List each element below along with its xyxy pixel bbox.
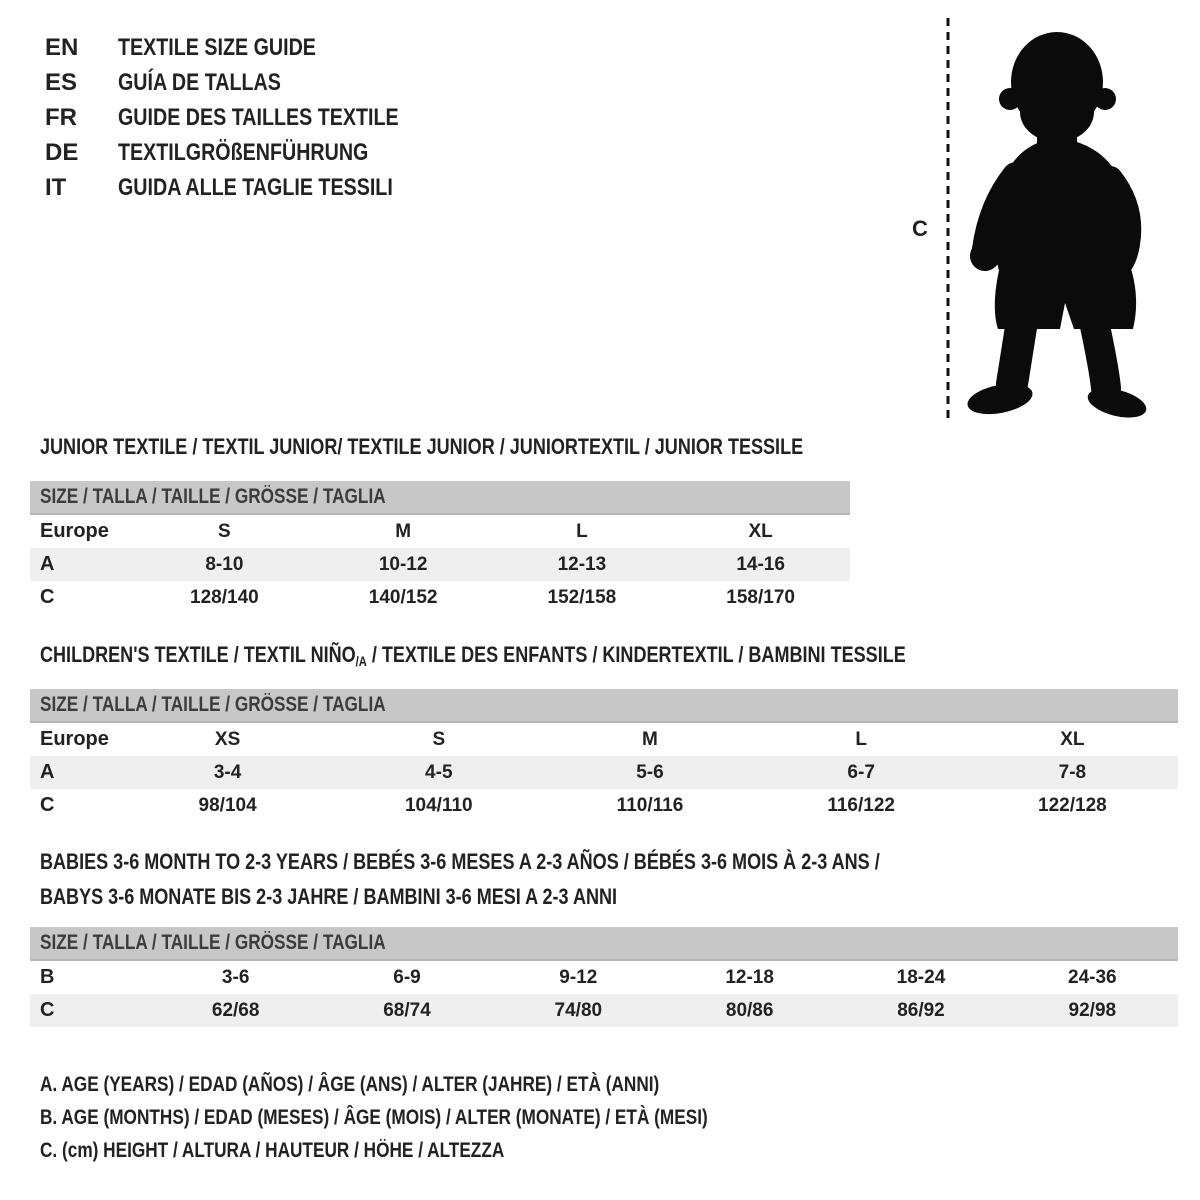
language-code: FR (45, 104, 77, 131)
children-title-sub: /A (355, 654, 367, 669)
size-value-cell: 122/128 (1038, 794, 1107, 816)
size-value-cell: 98/104 (198, 794, 257, 816)
guide-title-en: TEXTILE SIZE GUIDE (118, 34, 316, 61)
size-value-cell: 9-12 (559, 966, 598, 988)
legend-line-b: B. AGE (MONTHS) / EDAD (MESES) / ÂGE (MOIS) / ALTER (MONATE) / ETÀ (MESI) (40, 1106, 708, 1129)
size-value-cell: 6-7 (847, 761, 875, 783)
language-code: ES (45, 69, 78, 96)
size-value-cell: 158/170 (726, 586, 795, 608)
table-row-europe (30, 514, 850, 548)
guide-title-de: TEXTILGRÖßENFÜHRUNG (118, 139, 369, 166)
row-label-cell: C (40, 586, 55, 608)
size-value-cell: 152/158 (547, 586, 617, 608)
row-label-cell: Europe (40, 728, 109, 750)
size-value-cell: 104/110 (404, 794, 473, 816)
size-header-row (30, 481, 850, 514)
size-value-cell: 5-6 (636, 761, 664, 783)
size-header-row (30, 689, 1178, 722)
table-row-height (30, 994, 1178, 1027)
size-value-cell: 24-36 (1068, 966, 1117, 988)
size-value-cell: 3-6 (221, 966, 250, 988)
size-value-cell: 110/116 (616, 794, 684, 816)
size-value-cell: 92/98 (1068, 999, 1117, 1021)
row-label-cell: C (40, 999, 55, 1021)
row-label-cell: B (40, 966, 55, 988)
language-row-fr (45, 100, 460, 135)
language-code: EN (45, 34, 79, 61)
toddler-silhouette-icon (964, 16, 1160, 422)
size-value-cell: L (855, 728, 867, 750)
babies-section-title-line1: BABIES 3-6 MONTH TO 2-3 YEARS / BEBÉS 3-6 MESES A 2-3 AÑOS / BÉBÉS 3-6 MOIS À 2-3 ANS / (40, 849, 880, 874)
size-header-label: SIZE / TALLA / TAILLE / GRÖSSE / TAGLIA (40, 693, 386, 716)
size-value-cell: 74/80 (554, 999, 603, 1021)
size-value-cell: 4-5 (425, 761, 453, 783)
size-value-cell: 7-8 (1058, 761, 1087, 783)
table-row-europe (30, 722, 1178, 756)
children-section-title (40, 642, 906, 669)
guide-title-it: GUIDA ALLE TAGLIE TESSILI (118, 174, 393, 201)
height-figure (900, 12, 1192, 430)
language-row-es (45, 65, 460, 100)
table-row-months (30, 960, 1178, 994)
babies-section-title-line2: BABYS 3-6 MONATE BIS 2-3 JAHRE / BAMBINI 3-6 MESI A 2-3 ANNI (40, 884, 618, 909)
language-code: IT (45, 174, 67, 201)
size-value-cell: 68/74 (383, 999, 431, 1021)
size-value-cell: 128/140 (190, 586, 259, 608)
size-value-cell: XL (1060, 728, 1085, 750)
children-size-table (30, 689, 1178, 822)
language-row-de (45, 135, 460, 170)
table-row-height (30, 581, 850, 614)
height-measure-line (944, 16, 952, 420)
size-value-cell: L (576, 520, 588, 542)
size-value-cell: XS (214, 728, 241, 750)
legend-line-c: C. (cm) HEIGHT / ALTURA / HAUTEUR / HÖHE / ALTEZZA (40, 1139, 505, 1162)
table-row-age (30, 548, 850, 581)
language-code: DE (45, 139, 79, 166)
junior-size-table (30, 481, 850, 614)
language-row-it (45, 170, 460, 205)
size-value-cell: 80/86 (725, 999, 774, 1021)
row-label-cell: A (40, 553, 55, 575)
row-label-cell: C (40, 794, 55, 816)
size-value-cell: S (432, 728, 446, 750)
size-value-cell: 10-12 (378, 553, 428, 575)
legend-line-a: A. AGE (YEARS) / EDAD (AÑOS) / ÂGE (ANS) / ALTER (JAHRE) / ETÀ (ANNI) (40, 1073, 660, 1096)
size-value-cell: S (218, 520, 231, 542)
size-value-cell: 12-18 (725, 966, 774, 988)
size-value-cell: 3-4 (213, 761, 242, 783)
size-value-cell: 62/68 (211, 999, 260, 1021)
size-value-cell: 6-9 (393, 966, 421, 988)
language-row-en (45, 30, 460, 65)
language-title-list (45, 30, 460, 205)
babies-size-table (30, 927, 1178, 1027)
row-label-cell: Europe (40, 520, 109, 542)
size-header-label: SIZE / TALLA / TAILLE / GRÖSSE / TAGLIA (40, 931, 386, 954)
size-header-label: SIZE / TALLA / TAILLE / GRÖSSE / TAGLIA (40, 485, 386, 508)
height-measure-label: C (912, 216, 928, 241)
size-value-cell: XL (748, 520, 773, 542)
junior-section-title: JUNIOR TEXTILE / TEXTIL JUNIOR/ TEXTILE JUNIOR / JUNIORTEXTIL / JUNIOR TESSILE (40, 434, 804, 459)
size-value-cell: M (642, 728, 658, 750)
measure-legend (40, 1068, 854, 1167)
table-row-age (30, 756, 1178, 789)
size-value-cell: 18-24 (896, 966, 946, 988)
children-title-pre: CHILDREN'S TEXTILE / TEXTIL NIÑO (40, 642, 356, 667)
size-value-cell: 86/92 (897, 999, 945, 1021)
row-label-cell: A (40, 761, 55, 783)
table-row-height (30, 789, 1178, 822)
size-value-cell: 140/152 (368, 586, 438, 608)
size-value-cell: M (395, 520, 412, 542)
size-value-cell: 116/122 (827, 794, 895, 816)
size-header-row (30, 927, 1178, 960)
children-title-post: / TEXTILE DES ENFANTS / KINDERTEXTIL / BAMBINI TESSILE (366, 642, 906, 667)
guide-title-es: GUÍA DE TALLAS (118, 69, 281, 96)
guide-title-fr: GUIDE DES TAILLES TEXTILE (118, 104, 399, 131)
size-value-cell: 14-16 (736, 553, 785, 575)
size-value-cell: 8-10 (205, 553, 244, 575)
size-value-cell: 12-13 (557, 553, 607, 575)
